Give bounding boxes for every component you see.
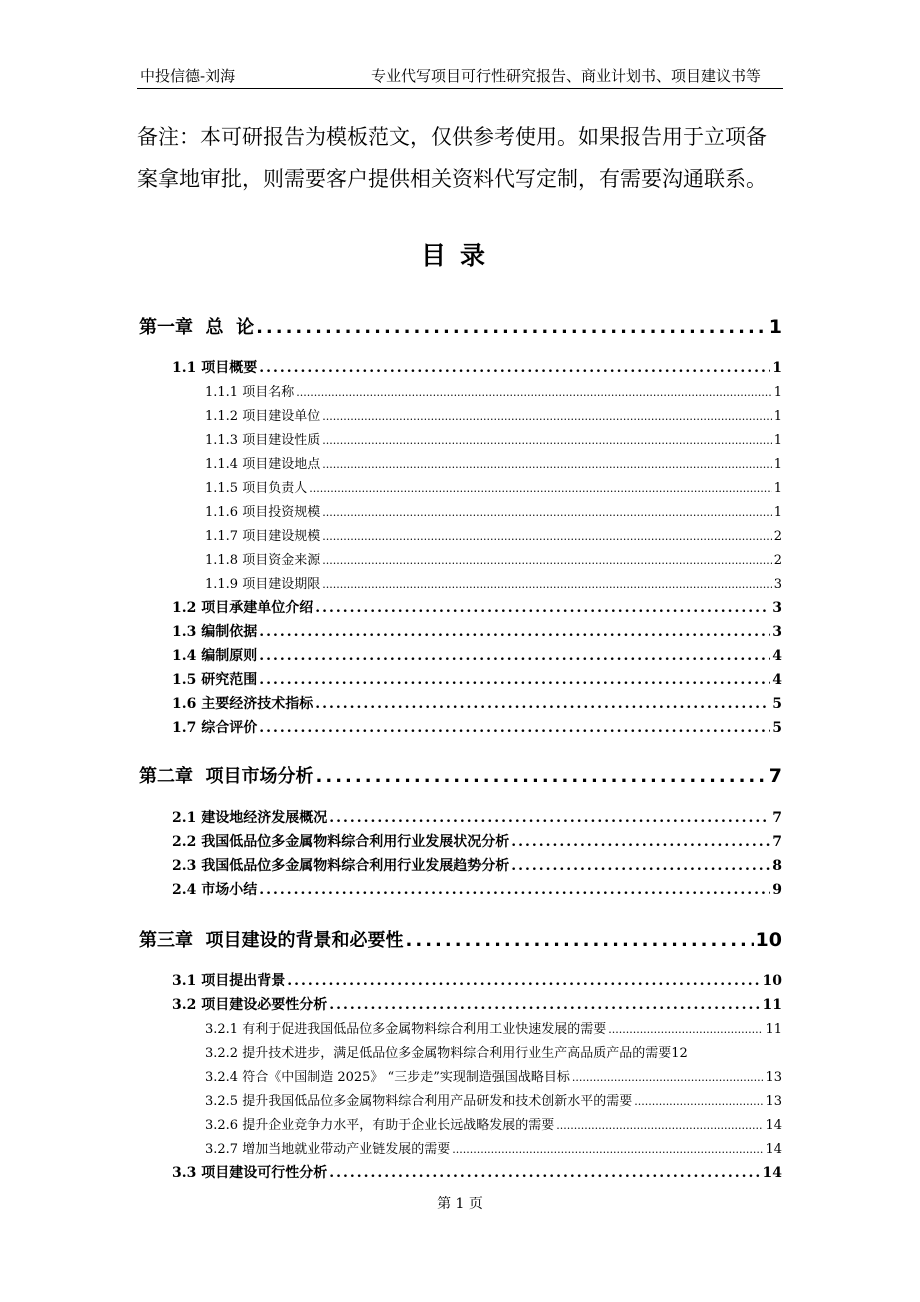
toc-entry-title: 1.4 编制原则 xyxy=(172,648,258,664)
toc-entry-title: 2.2 我国低品位多金属物料综合利用行业发展状况分析 xyxy=(172,834,510,850)
toc-leader-dots xyxy=(322,458,772,471)
toc-entry-title: 1.1.8 项目资金来源 xyxy=(205,553,321,568)
toc-entry-page: 8 xyxy=(772,858,782,874)
toc-entry-page: 14 xyxy=(765,1142,782,1157)
toc-entry-page: 1 xyxy=(773,481,782,496)
toc-entry-title: 2.4 市场小结 xyxy=(172,882,258,898)
header-tagline: 专业代写项目可行性研究报告、商业计划书、项目建议书等 xyxy=(370,67,761,85)
toc-entry-title: 1.7 综合评价 xyxy=(172,720,258,736)
toc-entry-page: 7 xyxy=(772,810,782,826)
toc-leader-dots xyxy=(256,317,767,338)
toc-leader-dots xyxy=(329,1165,760,1181)
toc-entry-title: 1.1.2 项目建设单位 xyxy=(205,409,321,424)
toc-leader-dots xyxy=(556,1119,763,1132)
toc-leader-dots xyxy=(296,386,772,399)
toc-leader-dots xyxy=(259,648,770,664)
toc-entry[interactable] xyxy=(205,1114,782,1133)
toc-entry-page: 14 xyxy=(762,1165,782,1181)
toc-entry-title: 3.2 项目建设必要性分析 xyxy=(172,997,328,1013)
toc-leader-dots xyxy=(259,624,770,640)
toc-entry-title: 3.2.4 符合《中国制造 2025》 “三步走”实现制造强国战略目标 xyxy=(205,1070,570,1085)
toc-entry[interactable] xyxy=(172,879,782,899)
toc-entry[interactable] xyxy=(205,453,782,472)
toc-entry-title: 1.1 项目概要 xyxy=(172,360,258,376)
toc-entry-title: 1.1.3 项目建设性质 xyxy=(205,433,321,448)
toc-leader-dots xyxy=(329,997,760,1013)
toc-entry-page: 14 xyxy=(765,1118,782,1133)
toc-entry-page: 4 xyxy=(772,672,782,688)
toc-entry-title: 1.1.1 项目名称 xyxy=(205,385,295,400)
toc-entry[interactable] xyxy=(205,381,782,400)
toc-leader-dots xyxy=(315,600,770,616)
toc-leader-dots xyxy=(322,506,772,519)
toc-entry[interactable] xyxy=(205,1090,782,1109)
toc-entry-page: 1 xyxy=(773,457,782,472)
toc-entry[interactable] xyxy=(172,855,782,875)
toc-entry[interactable] xyxy=(139,926,782,952)
toc-entry[interactable] xyxy=(205,429,782,448)
toc-entry-page: 1 xyxy=(772,360,782,376)
toc-entry[interactable] xyxy=(172,831,782,851)
toc-entry[interactable] xyxy=(139,762,782,788)
toc-entry-title: 1.1.9 项目建设期限 xyxy=(205,577,321,592)
toc-entry-page: 3 xyxy=(772,600,782,616)
toc-leader-dots xyxy=(259,882,770,898)
toc-entry-page: 1 xyxy=(773,505,782,520)
toc-entry-page: 11 xyxy=(762,997,782,1013)
toc-entry-title: 1.1.5 项目负责人 xyxy=(205,481,308,496)
toc-entry-title: 3.3 项目建设可行性分析 xyxy=(172,1165,328,1181)
toc-entry-title: 2.1 建设地经济发展概况 xyxy=(172,810,328,826)
toc-entry[interactable] xyxy=(172,669,782,689)
toc-entry[interactable] xyxy=(205,549,782,568)
toc-entry-title: 3.1 项目提出背景 xyxy=(172,973,286,989)
toc-entry[interactable] xyxy=(205,1042,782,1061)
toc-entry-title: 第一章 总 论 xyxy=(139,317,255,338)
toc-entry[interactable] xyxy=(205,501,782,520)
toc-entry[interactable] xyxy=(172,970,782,990)
toc-entry[interactable] xyxy=(205,1018,782,1037)
toc-entry[interactable] xyxy=(172,693,782,713)
header-author: 中投信德-刘海 xyxy=(140,67,236,85)
toc-entry[interactable] xyxy=(172,645,782,665)
toc-entry[interactable] xyxy=(172,1162,782,1182)
toc-leader-dots xyxy=(287,973,760,989)
toc-title: 目录 xyxy=(420,241,499,270)
toc-entry-page: 3 xyxy=(772,624,782,640)
toc-leader-dots xyxy=(452,1143,763,1156)
toc-entry-page: 7 xyxy=(768,765,782,787)
toc-entry[interactable] xyxy=(172,357,782,377)
toc-leader-dots xyxy=(322,554,772,567)
toc-entry-title: 3.2.6 提升企业竞争力水平，有助于企业长远战略发展的需要 xyxy=(205,1118,555,1133)
toc-entry-page: 10 xyxy=(755,929,782,951)
toc-leader-dots xyxy=(322,410,772,423)
toc-entry-title: 第二章 项目市场分析 xyxy=(139,766,314,787)
toc-leader-dots xyxy=(322,530,772,543)
toc-leader-dots xyxy=(322,578,772,591)
toc-leader-dots xyxy=(316,766,767,787)
toc-entry-page: 2 xyxy=(773,529,782,544)
toc-entry-title: 1.6 主要经济技术指标 xyxy=(172,696,314,712)
toc-entry-page: 4 xyxy=(772,648,782,664)
toc-entry[interactable] xyxy=(172,807,782,827)
toc-leader-dots xyxy=(329,810,770,826)
toc-entry-page: 5 xyxy=(772,720,782,736)
toc-entry-title: 1.5 研究范围 xyxy=(172,672,258,688)
toc-entry[interactable] xyxy=(172,597,782,617)
toc-entry-title: 1.3 编制依据 xyxy=(172,624,258,640)
toc-entry-page: 9 xyxy=(772,882,782,898)
toc-leader-dots xyxy=(511,834,770,850)
toc-entry-page: 7 xyxy=(772,834,782,850)
toc-leader-dots xyxy=(259,720,770,736)
toc-entry-title: 3.2.1 有利于促进我国低品位多金属物料综合利用工业快速发展的需要 xyxy=(205,1022,607,1037)
toc-entry-title: 1.1.4 项目建设地点 xyxy=(205,457,321,472)
toc-entry-title: 1.1.6 项目投资规模 xyxy=(205,505,321,520)
toc-entry[interactable] xyxy=(205,1138,782,1157)
toc-entry[interactable] xyxy=(139,313,782,339)
toc-entry-title: 1.1.7 项目建设规模 xyxy=(205,529,321,544)
toc-leader-dots xyxy=(406,930,754,951)
toc-entry-page: 13 xyxy=(765,1094,782,1109)
toc-entry[interactable] xyxy=(172,994,782,1014)
toc-leader-dots xyxy=(572,1071,764,1084)
toc-entry-page: 2 xyxy=(773,553,782,568)
toc-entry[interactable] xyxy=(205,405,782,424)
page-number: 第 1 页 xyxy=(437,1196,483,1212)
toc-entry-page: 13 xyxy=(765,1070,782,1085)
toc-leader-dots xyxy=(322,434,772,447)
toc-entry[interactable] xyxy=(172,717,782,737)
toc-entry[interactable] xyxy=(205,477,782,496)
toc-entry-page: 11 xyxy=(765,1022,782,1037)
toc-entry-title: 3.2.7 增加当地就业带动产业链发展的需要 xyxy=(205,1142,451,1157)
toc-entry-page: 1 xyxy=(773,433,782,448)
toc-leader-dots xyxy=(315,696,770,712)
toc-entry-title: 3.2.5 提升我国低品位多金属物料综合利用产品研发和技术创新水平的需要 xyxy=(205,1094,633,1109)
disclaimer-note: 备注：本可研报告为模板范文，仅供参考使用。如果报告用于立项备案拿地审批，则需要客户提供相关资料代写定制，有需要沟通联系。 xyxy=(137,125,767,191)
toc-entry-page: 1 xyxy=(773,385,782,400)
toc-entry[interactable] xyxy=(172,621,782,641)
toc-leader-dots xyxy=(634,1095,763,1108)
toc-entry-title: 2.3 我国低品位多金属物料综合利用行业发展趋势分析 xyxy=(172,858,510,874)
toc-entry[interactable] xyxy=(205,525,782,544)
toc-entry[interactable] xyxy=(205,1066,782,1085)
toc-entry-page: 3 xyxy=(773,577,782,592)
toc-entry-page: 1 xyxy=(768,316,782,338)
toc-leader-dots xyxy=(309,482,772,495)
toc-leader-dots xyxy=(259,360,770,376)
toc-leader-dots xyxy=(608,1023,763,1036)
toc-entry[interactable] xyxy=(205,573,782,592)
toc-entry-page: 10 xyxy=(762,973,782,989)
toc-entry-page: 1 xyxy=(773,409,782,424)
toc-entry-title: 1.2 项目承建单位介绍 xyxy=(172,600,314,616)
toc-entry-title: 第三章 项目建设的背景和必要性 xyxy=(139,930,404,951)
toc-leader-dots xyxy=(511,858,770,874)
toc-entry-page: 5 xyxy=(772,696,782,712)
toc-entry-page: 12 xyxy=(671,1046,688,1061)
toc-entry-title: 3.2.2 提升技术进步，满足低品位多金属物料综合利用行业生产高品质产品的需要 xyxy=(205,1046,672,1061)
toc-leader-dots xyxy=(259,672,770,688)
